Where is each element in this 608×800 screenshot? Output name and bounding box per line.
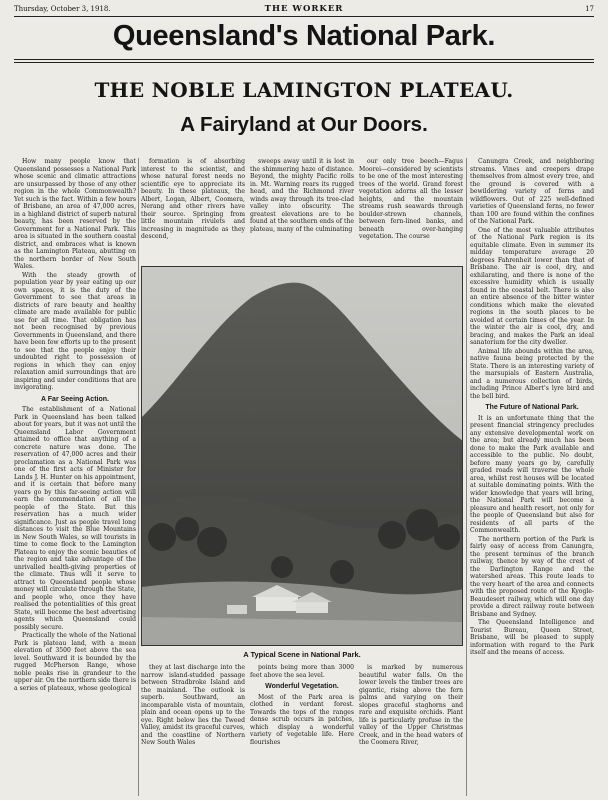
section-head: A Far Seeing Action. bbox=[41, 395, 109, 403]
article-column-1 bbox=[14, 158, 136, 798]
paragraph: sweeps away until it is lost in the shimmering haze of distance. Beyond, the mighty Pacific rolls in. Mt. Warning rears its rugged head, and the Richmond river winds away through its tree-clad valley into obscurity. The greatest elevations are to be found at the southern ends of the plateau, many of the culminating bbox=[250, 158, 354, 233]
paragraph: our only tree beech—Fagus Moorei—considered by scientists to be one of the most interesting trees of the world. Grand forest vegetation adorns all the lesser heights, and the mountain streams rush seawards through boulder-strewn channels, between fern-lined banks, and beneath over-hanging vegetation. The course bbox=[359, 158, 463, 240]
paragraph: Canungra Creek, and neighboring streams. Vines and creepers drape themselves from almost every tree, and the ground is covered with a bewildering variety of ferns and wildflowers. Out of 225 well-defined varieties of Queensland ferns, no fewer than 100 are found within the confines of the National Park. bbox=[470, 158, 594, 225]
headline-rule bbox=[14, 59, 594, 63]
section-head: The Future of National Park. bbox=[485, 404, 579, 411]
paragraph: formation is of absorbing interest to the scientist, and whose natural forest needs no scientific eye to appreciate its beauty. In these plateaux, the Albert, Logan, Albert, Coomera, Nerang and other rivers have their source. Springing from little mountain rivulets and increasing in magnitude as they descend, bbox=[141, 158, 245, 240]
photo-image bbox=[142, 267, 463, 646]
column-rule bbox=[466, 158, 467, 796]
paragraph: With the steady growth of population year by year eating up our own spaces, it is the duty of the Government to see that areas in districts of rare beauty and healthy climate are made available for public use for all time. That obligation has not been recognised by previous Governments in Queensland, and there have been few efforts up to the present to see that the people enjoy their undoubted right to possession of regions in which they can enjoy relaxation amid surroundings that are inspiring and under conditions that are invigorating. bbox=[14, 271, 136, 391]
kicker: A Fairyland at Our Doors. bbox=[180, 113, 428, 136]
paragraph: Most of the Park area is clothed in verdant forest. Towards the tops of the ranges dense scrub occurs in patches, which display a wonderful variety of vegetable life. Here flourishes bbox=[250, 693, 354, 746]
running-head bbox=[14, 4, 594, 16]
article-column-4-bottom bbox=[359, 664, 463, 798]
paragraph: It is an unfortunate thing that the present financial stringency precludes any extensive developmental work on the area; but already much has been done to make the Park available and accessible to the public. No doubt, before many years go by, carefully graded roads will traverse the whole area, whilst rest houses will be located at suitable dominating points. With the wider knowledge that years will bring, the National Park will become a pleasure and health resort, not only for the people of Queensland but also for residents of all parts of the Commonwealth. bbox=[470, 414, 594, 534]
photo-caption: A Typical Scene in National Park. bbox=[243, 650, 361, 659]
paragraph: One of the most valuable attributes of the National Park region is its equitable climate. Even in summer its midday temperature average 20 degrees Fahrenheit lower than that of Brisbane. The air is cool, dry, and exhilarating, and there is none of the excessive humidity which is usually found in the coastal belt. There is also an entire absence of the bitter winter conditions which make the elevated regions in the south places to be avoided at certain times of the year. In the winter the air is cool, dry, and bracing, and makes the Park an ideal sanatorium for the city dweller. bbox=[470, 226, 594, 346]
article-column-4-top bbox=[359, 158, 463, 264]
subheadline: THE NOBLE LAMINGTON PLATEAU. bbox=[94, 78, 514, 102]
paragraph: The Queensland Intelligence and Tourist Bureau, Queen Street, Brisbane, will be pleased to supply information with regard to the Park itself and the means of access. bbox=[470, 619, 594, 656]
paragraph: points being more than 3000 feet above the sea level. bbox=[250, 664, 354, 679]
article-column-5 bbox=[470, 158, 594, 798]
article-column-2-bottom bbox=[141, 664, 245, 798]
article-column-3-top bbox=[250, 158, 354, 264]
article-column-2-top bbox=[141, 158, 245, 264]
column-rule bbox=[138, 158, 139, 796]
article-column-3-bottom bbox=[250, 664, 354, 798]
photo-national-park bbox=[141, 266, 463, 646]
paragraph: they at last discharge into the narrow island-studded passage between Stradbroke Island and the mainland. The outlook is superb. Southward, an incomparable vista of mountain, plain and ocean opens up to the eye. Right below lies the Tweed Valley, amidst its graceful curves, and the coastline of Northern New South Wales bbox=[141, 664, 245, 746]
paragraph: is marked by numerous beautiful water falls. On the lower levels the timber trees are gigantic, rising above the fern palms and varying on their slopes graceful staghorns and rare and exquisite orchids. Plant life is particularly profuse in the valley of the Upper Christmas Creek, and in the head waters of the Coomera River, bbox=[359, 664, 463, 746]
paper-name: THE WORKER bbox=[264, 4, 344, 14]
issue-date: Thursday, October 3, 1918. bbox=[14, 5, 111, 13]
paragraph: The northern portion of the Park is fairly easy of access from Canungra, the present terminus of the branch railway, thence by way of the crest of the Darlington Range and the watershed areas. This route leads to the very heart of the area and connects with the proposed route of the Kyogle-Beaudesert railway, which will one day provide a direct railway route between Brisbane and Sydney. bbox=[470, 535, 594, 618]
paragraph: The establishment of a National Park in Queensland has been talked about for years, but it was not until the Queensland Labor Government attained to office that anything of a concrete nature was done. The reservation of 47,000 acres and their proclamation as a National Park was one of the first acts of Minister for Lands J. H. Hunter on his appointment, and it is certain that before many years go by this far-seeing action will earn the commendation of all the people of the State. But this reservation has a much wider significance. Just as people travel long distances to visit the Blue Mountains in New South Wales, so will tourists in time to come flock to the Lamington Plateau to enjoy the scenic beauties of the region and take advantage of the unrivalled health-giving properties of the climate. Thus will it serve to attract to Queensland people whose money will circulate through the State, and people who, once they have realised the potentialities of this great State, will become the best advertising agents which Queensland could possibly secure. bbox=[14, 406, 136, 631]
paragraph: Practically the whole of the National Park is plateau land, with a mean elevation of 3500 feet above the sea level. Southward it is bounded by the rugged McPherson Range, whose noble peaks rise in grandeur to the upper air. On the northern side there is a series of plateaux, whose geological bbox=[14, 632, 136, 692]
section-head: Wonderful Vegetation. bbox=[265, 683, 339, 690]
page-number: 17 bbox=[585, 5, 594, 13]
headline: Queensland's National Park. bbox=[112, 20, 496, 52]
paragraph: How many people know that Queensland possesses a National Park whose scenic and climatic attractions are unsurpassed by those of any other region in the whole Commonwealth? Yet such is the fact. Within a few hours of Brisbane, an area of 47,000 acres, in a highland district of superb natural beauty, has been reserved by the Government for a National Park. This area is situated in the southern coastal district, and embraces what is known as the Lamington Plateau, abutting on the northern border of New South Wales. bbox=[14, 158, 136, 270]
paragraph: Animal life abounds within the area, native fauna being protected by the State. There is an interesting variety of the marsupials of Eastern Australia, and a numerous collection of birds, including Prince Albert's lyre bird and the bell bird. bbox=[470, 347, 594, 400]
